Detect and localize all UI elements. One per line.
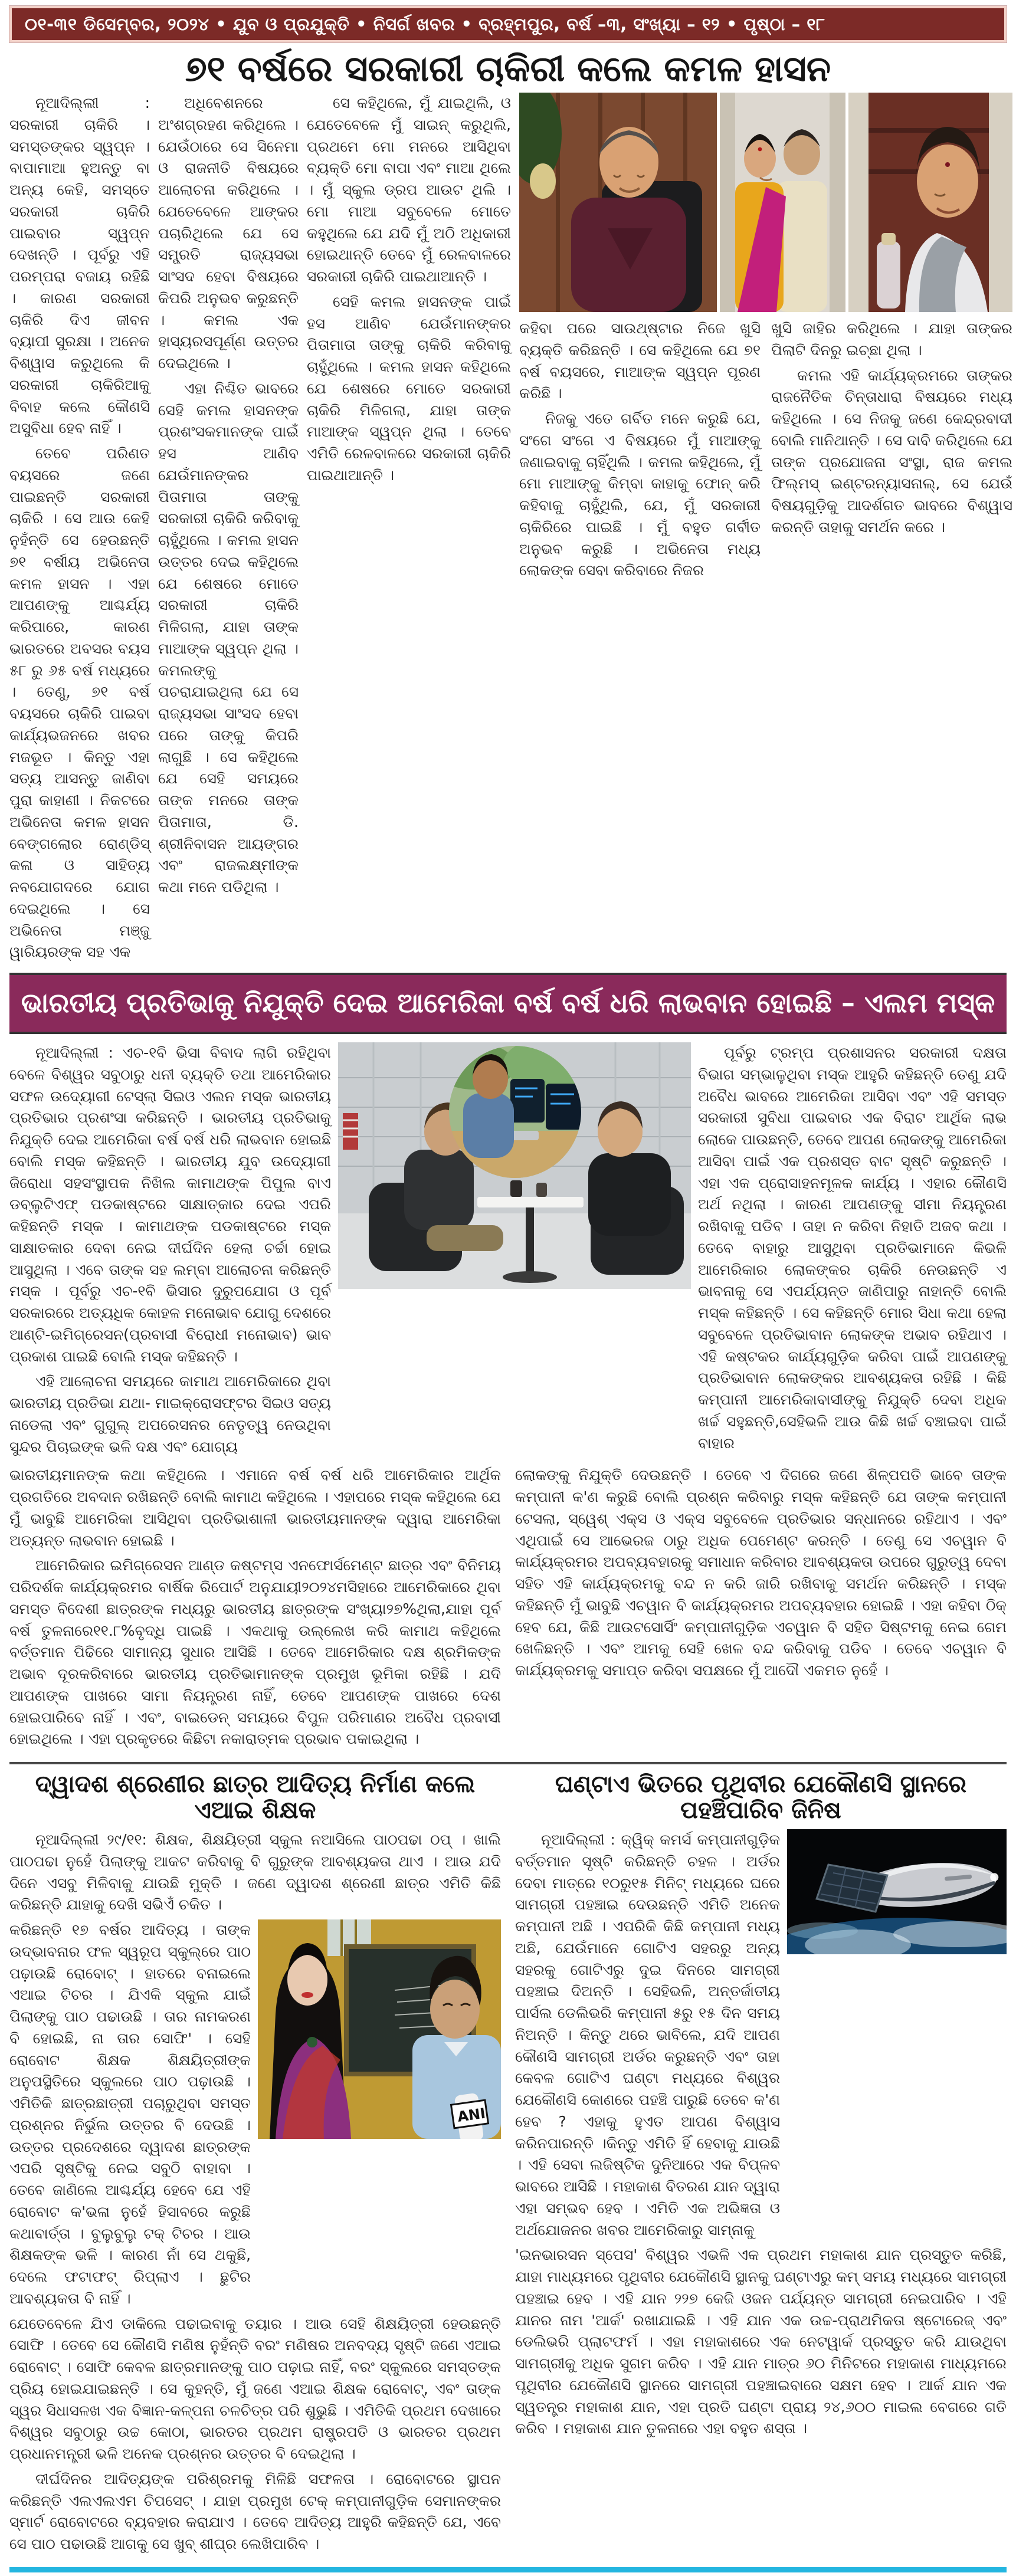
article1-right-block <box>519 93 1012 967</box>
body-paragraph: କହିବା ପରେ ସାଉଥ୍‌ଷ୍ଟାର ନିଜେ ଖୁସି ବ୍ୟକ୍ତି କରିଛନ୍ତି । ସେ କହିଥିଲେ ଯେ ୭୧ ବର୍ଷ ବୟସରେ, ମାଆଙ୍କ ସ୍ୱପ୍ନ ପୂରଣ କରିଛି । <box>519 320 761 402</box>
body-paragraph: ସେହି କମଲ ହାସନଙ୍କ ପାଇଁ ହସ ଆଣିବ ଯେଉଁମାନଙ୍କର ପିତାମାତା ତାଙ୍କୁ ଚାକିରି କରିବାକୁ ଚାହୁଁଥିଲେ । କମଲ ହାସନ କହିଥିଲେ ଯେ ଶେଷରେ ମୋତେ ସରକାରୀ ଚାକିରି ମିଳିଗଲା, ଯାହା ତାଙ୍କ ମାଆଙ୍କ ସ୍ୱପ୍ନ ଥିଲା । ତେବେ ଏମିତି ରେଳବାଳରେ ସରକାରୀ ଚାକିରି ପାଇଥାଆନ୍ତି । <box>307 293 511 484</box>
article-musk <box>9 1042 1007 1754</box>
article2-lower-columns <box>9 1465 1007 1754</box>
article2-lower-left <box>9 1465 501 1754</box>
body-paragraph: ଖୁସି ଜାହିର କରିଥିଲେ । ଯାହା ତାଙ୍କର ପିଲାଟି ଦିନରୁ ଇଚ୍ଛା ଥିଲା । <box>771 320 1012 359</box>
article2-lower-right <box>515 1465 1007 1754</box>
smiling-woman-photo <box>848 93 1012 312</box>
article2-left-column <box>9 1042 331 1461</box>
body-paragraph: ଅଧିବେଶନରେ ଅଂଶଗ୍ରହଣ କରିଥିଲେ । ଯେଉଁଠାରେ ସେ ସିନେମା ଓ ରାଜନୀତି ବିଷୟରେ ଆଲୋଚନା କରିଥିଲେ । ଯେତେବେଳେ ଆଙ୍କର ପଚାରିଥିଲେ ଯେ ସେ ସମ୍ପ୍ରତି ରାଜ୍ୟସଭା ସାଂସଦ ହେବା ବିଷୟରେ କିପରି ଅନୁଭବ କରୁଛନ୍ତି । କମଲ ଏକ ହାସ୍ୟରସପୂର୍ଣ୍ଣ ଉତ୍ତର ଦେଇଥିଲେ । <box>158 94 299 372</box>
body-paragraph: ଏହା ନିଶ୍ଚିତ ଭାବରେ ସେହି କମଲ ହାସନଙ୍କ ପ୍ରଶଂସକମାନଙ୍କ ପାଇଁ ହସ ଆଣିବ ଯେଉଁମାନଙ୍କର ପିତାମାତା ତାଙ୍କୁ ସରକାରୀ ଚାକିରି କରିବାକୁ ଚାହୁଁଥିଲେ । କମଲ ହାସନ ଉତ୍ତର ଦେଇ କହିଥିଲେ ଯେ ଶେଷରେ ମୋତେ ସରକାରୀ ଚାକିରି ମିଳିଗଲା, ଯାହା ତାଙ୍କ ମାଆଙ୍କ ସ୍ୱପ୍ନ ଥିଲା । କମଲଙ୍କୁ ପଚରାଯାଇଥିଲା ଯେ ସେ ରାଜ୍ୟସଭା ସାଂସଦ ହେବା ପରେ ତାଙ୍କୁ କିପରି ଲାଗୁଛି । ସେ କହିଥିଲେ ଯେ ସେହି ସମୟରେ ତାଙ୍କ ମନରେ ତାଙ୍କ ପିତାମାତା, ଡି. ଶ୍ରୀନିବାସନ ଆୟଙ୍ଗର ଏବଂ ରାଜଲକ୍ଷ୍ମୀଙ୍କ କଥା ମନେ ପଡିଥିଲା । <box>158 379 299 895</box>
body-paragraph: ଭାରତୀୟମାନଙ୍କ କଥା କହିଥିଲେ । ଏମାନେ ବର୍ଷ ବର୍ଷ ଧରି ଆମେରିକାର ଆର୍ଥିକ ପ୍ରଗତିରେ ଅବଦାନ ରଖିଛନ୍ତି ବୋଲି କାମାଥ କହିଥିଲେ । ଏହାପରେ ମସ୍କ କହିଥିଲେ ଯେ ମୁଁ ଭାବୁଛି ଆମେରିକା ଆସିଥିବା ପ୍ରତିଭାଶାଳୀ ଭାରତୀୟମାନଙ୍କ ଦ୍ୱାରା ଆମେରିକା ଅତ୍ୟନ୍ତ ଲାଭବାନ ହୋଇଛି । <box>9 1466 501 1549</box>
ani-mic-label: ANI <box>456 2105 487 2125</box>
body-paragraph: କମଲ ଏହି କାର୍ଯ୍ୟକ୍ରମରେ ତାଙ୍କର ରାଜନୈତିକ ଚିନ୍ତାଧାରା ବିଷୟରେ ମଧ୍ୟ କହିଥିଲେ । ସେ ନିଜକୁ ଜଣେ କେନ୍ଦ୍ରବାଦୀ ବୋଲି ମାନିଥାନ୍ତି । ସେ ଦାବି କରିଥିଲେ ଯେ ତାଙ୍କ ପ୍ରଯୋଜନା ସଂସ୍ଥା, ରାଜ କମଲ ଫିଲ୍ମସ୍ ଇଣ୍ଟରନ୍ୟାସନାଲ୍, ସେ ଯେଉଁ ବିଷୟଗୁଡ଼ିକୁ ଆଦର୍ଶଗତ ଭାବରେ ବିଶ୍ୱାସ କରନ୍ତି ତାହାକୁ ସମର୍ଥନ କରେ । <box>771 366 1012 536</box>
ai-teacher-photo <box>258 1919 501 2139</box>
main-headline: ୭୧ ବର୍ଷରେ ସରକାରୀ ଚାକିରୀ କଲେ କମଳ ହାସନ <box>185 48 831 90</box>
spacecraft-photo <box>787 1829 1007 1954</box>
masthead-text: ୦୧-୩୧ ଡିସେମ୍ବର, ୨୦୨୪ • ଯୁବ ଓ ପ୍ରଯୁକ୍ତି • ନିସର୍ଗ ଖବର • ବ୍ରହ୍ମପୁର, ବର୍ଷ –୩, ସଂଖ୍ୟା – ୧୨ • ପୃଷ୍ଠା – ୧୮ <box>25 14 825 34</box>
masthead-bar <box>9 6 1007 42</box>
body-paragraph: ଦୀର୍ଘଦିନର ଆଦିତ୍ୟଙ୍କ ପରିଶ୍ରମକୁ ମିଳିଛି ସଫଳତା । ରୋବୋଟରେ ସ୍ଥାପନ କରିଛନ୍ତି ଏଲଏଲଏମ ଚିପସେଟ୍ । ଯାହା ପ୍ରମୁଖ ଟେକ୍ କମ୍ପାନୀଗୁଡ଼ିକ ସେମାନଙ୍କର ସ୍ମାର୍ଟ ରୋବୋଟରେ ବ୍ୟବହାର କରାଯାଏ । ତେବେ ଆଦିତ୍ୟ ଆହୁରି କହିଛନ୍ତି ଯେ, ଏବେ ସେ ପାଠ ପଢାଉଛି ଆଗକୁ ସେ ଖୁବ୍ ଶୀଘ୍ର ଲେଖିପାରିବ । <box>9 2470 501 2552</box>
body-paragraph: ତେବେ ପରିଣତ ବୟସରେ ଜଣେ ପାଇଛନ୍ତି ସରକାରୀ ଚାକିରି । ସେ ଆଉ କେହି ନୁହଁନ୍ତି ସେ ହେଉଛନ୍ତି ୭୧ ବର୍ଷୀୟ ଅଭିନେତା କମଳ ହାସନ । ଏହା ଆପଣଙ୍କୁ ଆଶ୍ଚର୍ଯ୍ୟ କରିପାରେ, କାରଣ ଭାରତରେ ଅବସର ବୟସ ୫୮ ରୁ ୬୫ ବର୍ଷ ମଧ୍ୟରେ । ତେଣୁ, ୭୧ ବର୍ଷ ବୟସରେ ଚାକିରି ପାଇବା କାର୍ଯ୍ୟଭଜନରେ ଖବର ମଜଭୂତ । କିନ୍ତୁ ଏହା ସତ୍ୟ ଆସନ୍ତୁ ଜାଣିବା ପୁରା କାହାଣୀ । ନିକଟରେ ଅଭିନେତା କମଳ ହାସନ ବେଙ୍ଗଲୋର ରୋଣ୍ଡିସ୍ କଳା ଓ ସାହିତ୍ୟ ନବଯୋଗଦରେ ଯୋଗ ଦେଇଥିଲେ । ସେ ଅଭିନେତା ମଞ୍ଜୁ ୱାରିୟରଙ୍କ ସହ ଏକ <box>9 445 150 961</box>
article1-column-1 <box>9 93 150 967</box>
kamal-haasan-photo <box>519 93 717 312</box>
article1-column-2 <box>158 93 299 967</box>
body-paragraph: ଆମେରିକାର ଇମିଗ୍ରେସନ ଆଣ୍ଡ କଷ୍ଟମ୍ସ ଏନଫୋର୍ସମେଣ୍ଟ ଛାତ୍ର ଏବଂ ବିନିମୟ ପରିଦର୍ଶକ କାର୍ଯ୍ୟକ୍ରମର ବାର୍ଷିକ ରିପୋର୍ଟ ଅନୁଯାୟୀ୨୦୨୪ମସିହାରେ ଆମେରିକାରେ ଥିବା ସମସ୍ତ ବିଦେଶୀ ଛାତ୍ରଙ୍କ ମଧ୍ୟରୁ ଭାରତୀୟ ଛାତ୍ରଙ୍କ ସଂଖ୍ୟା୨୭%ଥିଲା,ଯାହା ପୂର୍ବ ବର୍ଷ ତୁଳନାରେ୧୧.୮%ବୃଦ୍ଧି ପାଇଛି । ଏକଥାକୁ ଉଲ୍ଲେଖ କରି କାମାଥ କହିଥିଲେ ବର୍ତ୍ତମାନ ପିଢିରେ ସାମାନ୍ୟ ସୁଧାର ଆସିଛି । ତେବେ ଆମେରିକାର ଦକ୍ଷ ଶ୍ରମିକଙ୍କ ଅଭାବ ଦୂରକରିବାରେ ଭାରତୀୟ ପ୍ରତିଭାମାନଙ୍କ ପ୍ରମୁଖ ଭୂମିକା ରହିଛି । ଯଦି ଆପଣଙ୍କ ପାଖରେ ସାମା ନିୟନ୍ତ୍ରଣ ନାହିଁ, ତେବେ ଆପଣଙ୍କ ପାଖରେ ଦେଶ ହୋଇପାରିବେ ନାହିଁ । ଏବଂ, ବାଇଡେନ୍ ସମୟରେ ବିପୁଳ ପରିମାଣର ଅବୈଧ ପ୍ରବାସୀ ହୋଇଥିଲେ । ଏହା ପ୍ରକୃତରେ କିଛିଟା ନକାରାତ୍ମକ ପ୍ରଭାବ ପକାଇଥିଲା । <box>9 1557 501 1748</box>
banner-text: ଭାରତୀୟ ପ୍ରତିଭାକୁ ନିଯୁକ୍ତି ଦେଇ ଆମେରିକା ବର୍ଷ ବର୍ଷ ଧରି ଲାଭବାନ ହୋଇଛି – ଏଲମ ମସ୍କ <box>21 987 995 1019</box>
body-paragraph: ନୂଆଦିଲ୍ଲୀ : କ୍ୱିକ୍ କମର୍ସ କମ୍ପାନୀଗୁଡ଼ିକ ବର୍ତ୍ତମାନ ସୃଷ୍ଟି କରିଛନ୍ତି ଚହଳ । ଅର୍ଡର ଦେବା ମାତ୍ରେ ୧୦ରୁ୧୫ ମିନିଟ୍ ମଧ୍ୟରେ ଘରେ ସାମଗ୍ରୀ ପହଞ୍ଚାଇ ଦେଉଛନ୍ତି ଏମିତି ଅନେକ କମ୍ପାନୀ ଅଛି । ଏପରିକି କିଛି କମ୍ପାନୀ ମଧ୍ୟ ଅଛି, ଯେଉଁମାନେ ଗୋଟିଏ ସହରରୁ ଅନ୍ୟ ସହରକୁ ଗୋଟିଏରୁ ଦୁଇ ଦିନରେ ସାମଗ୍ରୀ ପହଞ୍ଚାଇ ଦିଅନ୍ତି । ସେହିଭଳି, ଅନ୍ତର୍ଜାତୀୟ ପାର୍ସଲ ଡେଲିଭରି କମ୍ପାନୀ ୫ରୁ ୧୫ ଦିନ ସମୟ ନିଅନ୍ତି । କିନ୍ତୁ ଥରେ ଭାବିଲେ, ଯଦି ଆପଣ କୌଣସି ସାମଗ୍ରୀ ଅର୍ଡର କରୁଛନ୍ତି ଏବଂ ତାହା କେବଳ ଗୋଟିଏ ଘଣ୍ଟା ମଧ୍ୟରେ ବିଶ୍ୱର ଯେକୌଣସି କୋଣରେ ପହଞ୍ଚି ପାରୁଛି ତେବେ କ'ଣ ହେବ ? ଏହାକୁ ହୁଏତ ଆପଣ ବିଶ୍ୱାସ କରିନପାରନ୍ତି ।କିନ୍ତୁ ଏମିତି ହିଁ ହେବାକୁ ଯାଉଛି । ଏହି ସେବା ଲଜିଷ୍ଟିକ ଦୁନିଆରେ ଏକ ବିପ୍ଳବ ଭାବରେ ଆସିଛି । ମହାକାଶ ବିତରଣ ଯାନ ଦ୍ୱାରା ଏହା ସମ୍ଭବ ହେବ । ଏମିତି ଏକ ଅଭିଜ୍ଞତା ଓ ଅର୍ଥଯୋଜନର ଖବର ଆମେରିକାରୁ ସାମ୍ନାକୁ <box>515 1831 780 2239</box>
musk-banner-headline <box>9 973 1007 1034</box>
body-paragraph: ସେ କହିଥିଲେ, ମୁଁ ଯାଇଥିଲି, ଓ ଯେତେବେଳେ ମୁଁ ସାଇନ୍ କରୁଥିଲି, ପ୍ରଥମେ ମୋ ମନରେ ଆସିଥିବା ବ୍ୟକ୍ତି ମୋ ବାପା ଏବଂ ମାଆ ଥିଲେ । ମୁଁ ସ୍କୁଲ ଡ୍ରପ ଆଉଟ ଥିଲି । ମୋ ମାଆ ସବୁବେଳେ ମୋତେ କହୁଥିଲେ ଯେ ଯଦି ମୁଁ ଅଠି ଅଧିକାରୀ ହୋଇଥାନ୍ତି ତେବେ ମୁଁ ରେଳବାଳରେ ସରକାରୀ ଚାକିରି ପାଇଥାଆନ୍ତି । <box>307 94 511 285</box>
body-paragraph: ନୂଆଦିଲ୍ଲୀ : ସରକାରୀ ଚାକିରି । ସମସ୍ତଙ୍କର ସ୍ୱପ୍ନ । ବାପାମାଆ ହୁଅନ୍ତୁ ବା ଅନ୍ୟ କେହି, ସମସ୍ତେ ସରକାରୀ ଚାକିରି ପାଇବାର ସ୍ୱପ୍ନ ଦେଖନ୍ତି । ପୂର୍ବରୁ ଏହି ପରମ୍ପରା ବଜାୟ ରହିଛି । କାରଣ ସରକାରୀ ଚାକିରି ଦିଏ ଜୀବନ ବ୍ୟାପୀ ସୁରକ୍ଷା । ଅନେକ ବିଶ୍ୱାସ କରୁଥିଲେ କି ସରକାରୀ ଚାକିରିଆକୁ ବିବାହ କଲେ କୌଣସି ଅସୁବିଧା ହେବ ନାହିଁ । <box>9 94 150 437</box>
article1-lower-columns <box>519 318 1012 967</box>
body-paragraph: ନୂଆଦିଲ୍ଲୀ : ଏଚ-୧ବି ଭିସା ବିବାଦ ଲାଗି ରହିଥିବା ବେଳେ ବିଶ୍ୱର ସବୁଠାରୁ ଧନୀ ବ୍ୟକ୍ତି ତଥା ଆମେରିକାର ସଫଳ ଉଦ୍ୟୋଗୀ ଟେସ୍ଲା ସିଇଓ ଏଲନ ମସ୍କ ଭାରତୀୟ ପ୍ରତିଭାର ପ୍ରଶଂସା କରିଛନ୍ତି । ଭାରତୀୟ ପ୍ରତିଭାକୁ ନିଯୁକ୍ତି ଦେଇ ଆମେରିକା ବର୍ଷ ବର୍ଷ ଧରି ଲାଭବାନ ହୋଇଛି ବୋଲି ମସ୍କ କହିଛନ୍ତି । ଭାରତୀୟ ଯୁବ ଉଦ୍ୟୋଗୀ ଜିରୋଧା ସହସଂସ୍ଥାପକ ନିଖିଲ କାମାଥଙ୍କ ପିପୁଲ ବାଏ ଡବ୍ଲୁଟିଏଫ୍ ପଡକାଷ୍ଟରେ ସାକ୍ଷାତ୍କାର ଦେଇ ଏପରି କହିଛନ୍ତି ମସ୍କ । କାମାଥଙ୍କ ପଡକାଷ୍ଟରେ ମସ୍କ ସାକ୍ଷାତକାର ଦେବା ନେଇ ଦୀର୍ଘଦିନ ହେଲା ଚର୍ଚ୍ଚା ହୋଇ ଆସୁଥିଲା । ଏବେ ତାଙ୍କ ସହ ଲମ୍ବା ଆଲୋଚନା କରିଛନ୍ତି ମସ୍କ । ପୂର୍ବରୁ ଏଚ-୧ବି ଭିସାର ଦୁରୁପଯୋଗ ଓ ପୂର୍ବ ସରକାରରେ ଅତ୍ୟଧିକ କୋହଳ ମନୋଭାବ ଯୋଗୁ ଦେଶରେ ଆଣ୍ଟି-ଇମିଗ୍ରେସନ(ପ୍ରବାସୀ ବିରୋଧୀ ମନୋଭାବ) ଭାବ ପ୍ରକାଶ ପାଇଛି ବୋଲି ମସ୍କ କହିଛନ୍ତି । <box>9 1044 331 1365</box>
article-space-delivery <box>515 1769 1007 2559</box>
article-ai-teacher <box>9 1769 501 2559</box>
body-paragraph: ଲୋକଙ୍କୁ ନିଯୁକ୍ତି ଦେଉଛନ୍ତି । ତେବେ ଏ ଦିଗରେ ଜଣେ ଶିଳ୍ପପତି ଭାବେ ତାଙ୍କ କମ୍ପାନୀ କ'ଣ କରୁଛି ବୋଲି ପ୍ରଶ୍ନ କରିବାରୁ ମସ୍କ କହିଛନ୍ତି ଯେ ତାଙ୍କ କମ୍ପାନୀ ଟେସଲା, ସ୍ୱେଶ୍ ଏକ୍ସ ଓ ଏକ୍ସ ସବୁବେଳେ ପ୍ରତିଭାର ସନ୍ଧାନରେ ରହିଥାଏ । ଏବଂ ଏଥିପାଇଁ ସେ ଆଭେରଜ ଠାରୁ ଅଧିକ ପେମେଣ୍ଟ କରନ୍ତି । ତେଣୁ ସେ ଏଚୱାନ ବି କାର୍ଯ୍ୟକ୍ରମର ଅପବ୍ୟବହାରକୁ ସମାଧାନ କରିବାର ଆବଶ୍ୟକତା ଉପରେ ଗୁରୁତ୍ୱ ଦେବା ସହିତ ଏହି କାର୍ଯ୍ୟକ୍ରମକୁ ବନ୍ଦ ନ କରି ଜାରି ରଖିବାକୁ ସମର୍ଥନ କରିଛନ୍ତି । ମସ୍କ କହିଛନ୍ତି ମୁଁ ଭାବୁଛି ଏଚୱାନ ବି କାର୍ଯ୍ୟକ୍ରମର ଅପବ୍ୟବହାର ହୋଇଛି । ଏହା କହିବା ଠିକ୍ ହେବ ଯେ, କିଛି ଆଉଟସୋର୍ସିଂ କମ୍ପାନୀଗୁଡ଼ିକ ଏଚୱାନ ବି ସହିତ ସିଷ୍ଟମକୁ ନେଇ ଗେମ ଖେଳିଛନ୍ତି । ଏବଂ ଆମକୁ ସେହି ଖେଳ ବନ୍ଦ କରିବାକୁ ପଡିବ । ତେବେ ଏଚୱାନ ବି କାର୍ଯ୍ୟକ୍ରମକୁ ସମାପ୍ତ କରିବା ସପକ୍ଷରେ ମୁଁ ଆଦୌ ଏକମତ ନୁହେଁ । <box>515 1466 1007 1679</box>
article-kamal-haasan <box>9 93 1012 967</box>
body-paragraph: 'ଇନଭାରସନ ସ୍ପେସ' ବିଶ୍ୱର ଏଭଳି ଏକ ପ୍ରଥମ ମହାକାଶ ଯାନ ପ୍ରସ୍ତୁତ କରିଛି, ଯାହା ମାଧ୍ୟମରେ ପୃଥିବୀର ଯେକୌଣସି ସ୍ଥାନକୁ ଘଣ୍ଟାଏରୁ କମ୍ ସମୟ ମଧ୍ୟରେ ସାମଗ୍ରୀ ପହଞ୍ଚାଇ ହେବ । ଏହି ଯାନ ୨୨୭ କେଜି ଓଜନ ପର୍ଯ୍ୟନ୍ତ ସାମଗ୍ରୀ ନେଇପାରିବ । ଏହି ଯାନର ନାମ 'ଆର୍କ' ରଖାଯାଇଛି । ଏହି ଯାନ ଏକ ଉଚ୍ଚ-ପ୍ରାଥମିକତା ଷ୍ଟୋରେଜ୍ ଏବଂ ଡେଲିଭରି ପ୍ଲାଟଫର୍ମ । ଏହା ମହାକାଶରେ ଏକ ନେଟୱାର୍କ ପ୍ରସ୍ତୁତ କରି ଯାଉଥିବା ସାମଗ୍ରୀକୁ ଅଧିକ ସୁଗମ କରିବ । ଏହି ଯାନ ମାତ୍ର ୬୦ ମିନିଟରେ ମହାକାଶ ମାଧ୍ୟମରେ ପୃଥିବୀର ଯେକୌଣସି ସ୍ଥାନରେ ସାମଗ୍ରୀ ପହଞ୍ଚାଇବାରେ ସକ୍ଷମ ହେବ । ଆର୍କ ଯାନ ଏକ ସ୍ୱତନ୍ତ୍ର ମହାକାଶ ଯାନ, ଏହା ପ୍ରତି ଘଣ୍ଟା ପ୍ରାୟ ୨୪,୬୦୦ ମାଇଲ ବେଗରେ ଗତି କରିବ । ମହାକାଶ ଯାନ ତୁଳନାରେ ଏହା ବହୁତ ଶସ୍ତା । <box>515 2246 1007 2437</box>
body-paragraph: ନିଜକୁ ଏତେ ଗର୍ବିତ ମନେ କରୁଛି ଯେ, ସଂଗେ ସଂଗେ ଏ ବିଷୟରେ ମୁଁ ମାଆଙ୍କୁ ଜଣାଇବାକୁ ଚାହିଁଥିଲି । କମଲ କହିଥିଲେ, ମୁଁ ମୋ ମାଆଙ୍କୁ କିମ୍ବା କାହାକୁ ଫୋନ୍ କରି କହିବାକୁ ଚାହୁଁଥିଲି, ଯେ, ମୁଁ ସରକାରୀ ଚାକିରିରେ ପାଇଛି । ମୁଁ ବହୁତ ଗର୍ବୀତ ଅନୁଭବ କରୁଛି । ଅଭିନେତା ମଧ୍ୟ ଲୋକଙ୍କ ସେବା କରିବାରେ ନିଜର <box>519 410 761 579</box>
article1-column-3 <box>307 93 511 967</box>
bottom-accent-rule <box>9 2567 1007 2572</box>
body-paragraph: କରିଛନ୍ତି ୧୭ ବର୍ଷର ଆଦିତ୍ୟ । ତାଙ୍କ ଉଦ୍ଭାବନାର ଫଳ ସ୍ୱରୂପ ସ୍କୁଲ୍‌ରେ ପାଠ ପଢ଼ାଉଛି ରୋବୋଟ୍ । ହାତରେ ବନାଇଲେ ଏଆଇ ଟିଚର । ଯିଏକି ସ୍କୁଲ ଯାଇଁ ପିଲାଙ୍କୁ ପାଠ ପଢାଉଛି । ତାର ନାମକରଣ ବି ହୋଇଛି, ନା ତାର ସୋଫି' । ସେହି ରୋବୋଟ ଶିକ୍ଷକ ଶିକ୍ଷୟିତ୍ରୀଙ୍କ ଅନୁପସ୍ଥିତିରେ ସ୍କୁଲରେ ପାଠ ପଢ଼ାଉଛି । ଏମିତିକି ଛାତ୍ରଛାତ୍ରୀ ପଚାରୁଥିବା ସମସ୍ତ ପ୍ରଶ୍ନର ନିର୍ଭୁଲ ଉତ୍ତର ବି ଦେଉଛି । ଉତ୍ତର ପ୍ରଦେଶରେ ଦ୍ୱାଦଶ ଛାତ୍ରଙ୍କ ଏପରି ସୃଷ୍ଟିକୁ ନେଇ ସବୁଠି ବାହାବା । ତେବେ ଜାଣିଲେ ଆଶ୍ଚର୍ଯ୍ୟ ହେବେ ଯେ ଏହି ରୋବୋଟ କ'ଭଳା ନୁହେଁ ହିସାବରେ କରୁଛି କଥାବାର୍ତ୍ତା । ବୁଲୁବୁଲୁ ଟକ୍ ଟିଚର । ଆଉ ଶିକ୍ଷକଙ୍କ ଭଳି । କାରଣ ନାଁ ସେ ଥକୁଛି, ଦେଲେ ଫଟାଫଟ୍ ରିପ୍ଲାଏ । ଛୁଟିର ଆବଶ୍ୟକତା ବି ନାହିଁ । <box>9 1921 251 2307</box>
article2-right-column <box>698 1042 1007 1461</box>
body-paragraph: ପୂର୍ବରୁ ଟ୍ରମ୍ପ ପ୍ରଶାସନର ସରକାରୀ ଦକ୍ଷତା ବିଭାଗ ସମ୍ଭାଳୁଥିବା ମସ୍କ ଆହୁରି କହିଛନ୍ତି ତେଣୁ ଯଦି ଅବୈଧ ଭାବରେ ଆମେରିକା ଆସିବା ଏବଂ ଏହି ସମସ୍ତ ସରକାରୀ ସୁବିଧା ପାଇବାର ଏକ ବିରାଟ ଆର୍ଥିକ ଲାଭ ଲୋକେ ପାଉଛନ୍ତି, ତେବେ ଆପଣ ଲୋକଙ୍କୁ ଆମେରିକା ଆସିବା ପାଇଁ ଏକ ପ୍ରଶସ୍ତ ବାଟ ସୃଷ୍ଟି କରୁଛନ୍ତି । ଏହା ଏକ ପ୍ରୋସାହନମୂଳକ କାର୍ଯ୍ୟ । ଏହାର କୌଣସି ଅର୍ଥ ନଥିଲା । କାରଣ ଆପଣଙ୍କୁ ସୀମା ନିୟନ୍ତ୍ରଣ ରଖିବାକୁ ପଡିବ । ତାହା ନ କରିବା ନିହାତି ଅଜବ କଥା । ତେବେ ବାହାରୁ ଆସୁଥିବା ପ୍ରତିଭାମାନେ କିଭଳି ଆମେରିକାର ଲୋକଙ୍କର ଚାକିରି ନେଉଛନ୍ତି ଏ ଭାବନାକୁ ସେ ଏପର୍ଯ୍ୟନ୍ତ ଜାଣିପାରୁ ନାହାନ୍ତି ବୋଲି ମସ୍କ କହିଛନ୍ତି । ସେ କହିଛନ୍ତି ମୋର ସିଧା କଥା ହେଲା ସବୁବେଳେ ପ୍ରତିଭାବାନ ଲୋକଙ୍କ ଅଭାବ ରହିଥାଏ । ଏହି କଷ୍ଟକର କାର୍ଯ୍ୟଗୁଡ଼ିକ କରିବା ପାଇଁ ଆପଣଙ୍କୁ ପ୍ରତିଭାବାନ ଲୋକଙ୍କର ଆବଶ୍ୟକତା ରହିଛି । କିଛି କମ୍ପାନୀ ଆମେରିକାବାସୀଙ୍କୁ ନିଯୁକ୍ତି ଦେବା ଅଧିକ ଖର୍ଚ୍ଚ ସହୁଛନ୍ତି,ସେହିଭଳି ଆଉ କିଛି ଖର୍ଚ୍ଚ ବଞ୍ଚାଇବା ପାଇଁ ବାହାର <box>698 1044 1007 1452</box>
article4-headline: ଘଣ୍ଟାଏ ଭିତରେ ପୃଥିବୀର ଯେକୌଣସି ସ୍ଥାନରେ ପହଞ୍ଚିପାରିବ ଜିନିଷ <box>555 1771 967 1824</box>
body-paragraph: ନୂଆଦିଲ୍ଲୀ ୨୯/୧୧: ଶିକ୍ଷକ, ଶିକ୍ଷୟିତ୍ରୀ ସ୍କୁଲ ନଆସିଲେ ପାଠପଢା ଠପ୍ । ଖାଲି ପାଠପଢା ନୁହେଁ ପିଲାଙ୍କୁ ଆକଟ କରିବାକୁ ବି ଗୁରୁଙ୍କ ଆବଶ୍ୟକତା ଥାଏ । ଆଉ ଯଦି ଦିନେ ଏସବୁ ମିଳିବାକୁ ଯାଉଛି ମୁକ୍ତି । ଜଣେ ଦ୍ୱାଦଶ ଶ୍ରେଣୀ ଛାତ୍ର ଏମିତି କିଛି କରିଛନ୍ତି ଯାହାକୁ ଦେଖି ସଭିଏଁ ଚକିତ । <box>9 1831 501 1914</box>
body-paragraph: ଯେତେବେଳେ ଯିଏ ଡାକିଲେ ପଢାଇବାକୁ ତୟାର । ଆଉ ସେହି ଶିକ୍ଷୟିତ୍ରୀ ହେଉଛନ୍ତି ସୋଫି । ତେବେ ସେ କୌଣସି ମଣିଷ ନୁହଁନ୍ତି ବରଂ ମଣିଷର ଅନବଦ୍ୟ ସୃଷ୍ଟି ଜଣେ ଏଆଇ ରୋବୋଟ୍ । ସୋଫି କେବଳ ଛାତ୍ରମାନଙ୍କୁ ପାଠ ପଢ଼ାଇ ନାହିଁ, ବରଂ ସ୍କୁଲରେ ସମସ୍ତଙ୍କ ପ୍ରିୟ ହୋଇଯାଇଛନ୍ତି । ସେ କୁହନ୍ତି, ମୁଁ ଜଣେ ଏଆଇ ଶିକ୍ଷକ ରୋବୋଟ୍, ଏବଂ ତାଙ୍କ ସ୍ୱର ସିଧାସଳଖ ଏକ ବିଜ୍ଞାନ-କଳ୍ପନା ଚଳଚିତ୍ର ପରି ଶୁଭୁଛି । ଏମିତିକି ପ୍ରଥମ ଦେଖାରେ ବିଶ୍ୱର ସବୁଠାରୁ ଉଚ୍ଚ କୋଠା, ଭାରତର ପ୍ରଥମ ରାଷ୍ଟ୍ରପତି ଓ ଭାରତର ପ୍ରଥମ ପ୍ରଧାନମନ୍ତ୍ରୀ ଭଳି ଅନେକ ପ୍ରଶ୍ନର ଉତ୍ତର ବି ଦେଇଥିଲା । <box>9 2315 501 2462</box>
body-paragraph: ଏହି ଆଲୋଚନା ସମୟରେ କାମାଥ ଆମେରିକାରେ ଥିବା ଭାରତୀୟ ପ୍ରତିଭା ଯଥା- ମାଇକ୍ରୋସଫ୍ଟର ସିଇଓ ସତ୍ୟ ନାଡେଲା ଏବଂ ଗୁଗୁଲ୍ ଅପରେସନର ନେତୃତ୍ୱ ନେଉଥିବା ସୁନ୍ଦର ପିଚାଇଙ୍କ ଭଳି ଦକ୍ଷ ଏବଂ ଯୋଗ୍ୟ <box>9 1373 331 1455</box>
musk-kamath-interview-photo <box>338 1042 691 1289</box>
article1-column-5 <box>771 318 1012 967</box>
article3-headline: ଦ୍ୱାଦଶ ଶ୍ରେଣୀର ଛାତ୍ର ଆଦିତ୍ୟ ନିର୍ମାଣ କଲେ ଏଆଇ ଶିକ୍ଷକ <box>35 1771 476 1824</box>
article1-photo-strip <box>519 93 1012 312</box>
article1-column-4 <box>519 318 761 967</box>
couple-photo <box>720 93 845 312</box>
section-divider <box>9 1762 1007 1764</box>
